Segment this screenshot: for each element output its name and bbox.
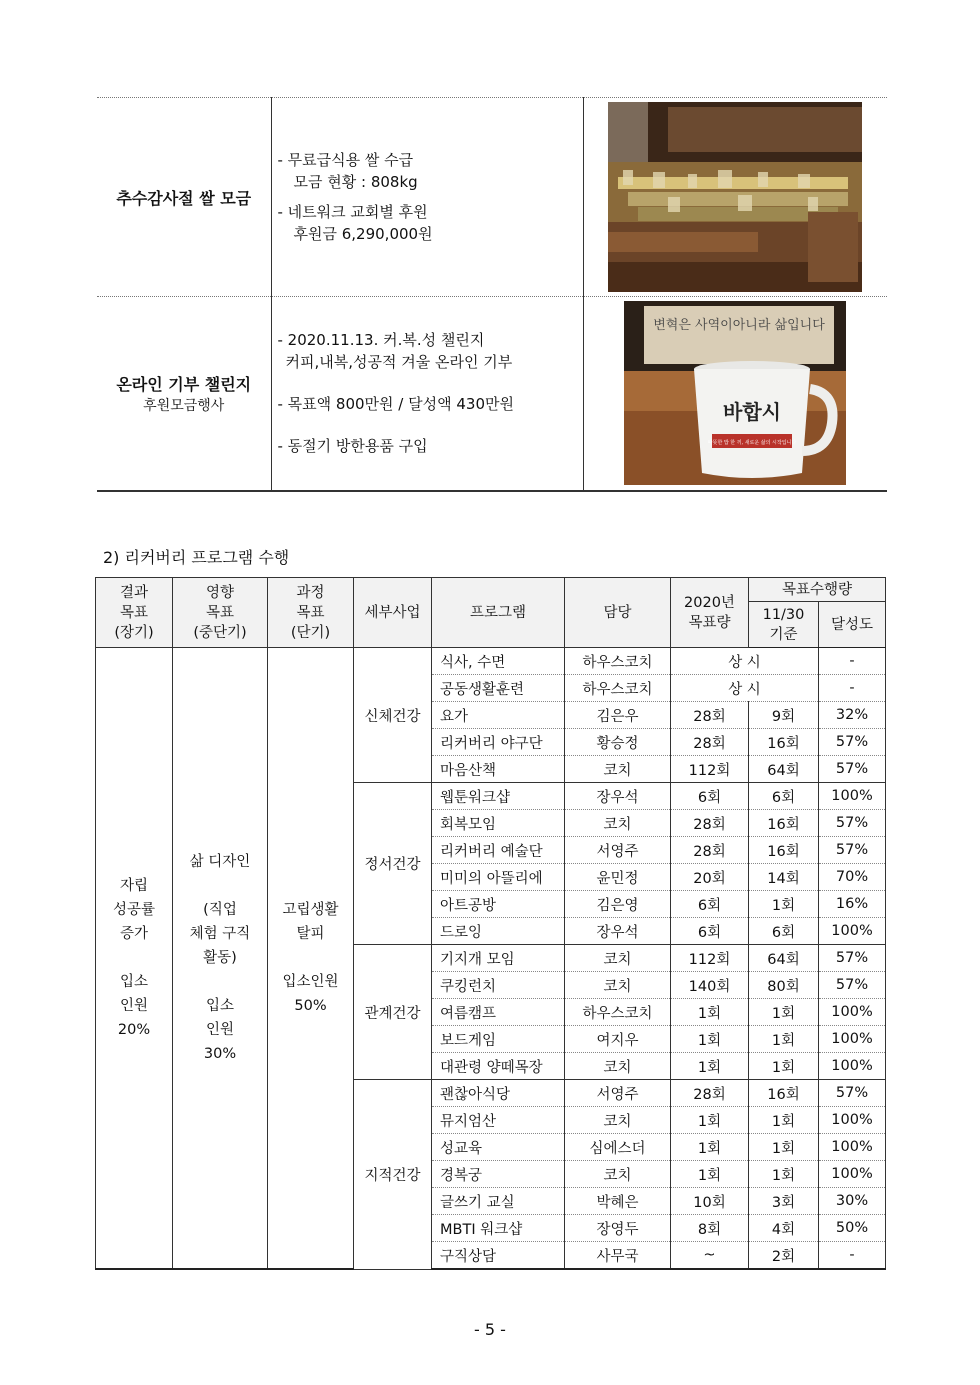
achievement-rate: 100% [819, 999, 886, 1026]
current-amount: 1회 [749, 1161, 819, 1188]
target-amount: 112회 [671, 756, 749, 783]
program-name: 대관령 양떼목장 [432, 1053, 565, 1080]
manager: 박혜은 [565, 1188, 671, 1215]
current-amount: 2회 [749, 1242, 819, 1270]
current-amount: 6회 [749, 918, 819, 945]
manager: 서영주 [565, 1080, 671, 1107]
program-name: 보드게임 [432, 1026, 565, 1053]
event-details [271, 98, 583, 297]
achievement-rate: 57% [819, 729, 886, 756]
current-amount: 1회 [749, 1026, 819, 1053]
current-amount: 1회 [749, 1134, 819, 1161]
program-name: 경복궁 [432, 1161, 565, 1188]
target-amount: 20회 [671, 864, 749, 891]
sub-project-cell: 신체건강 [354, 648, 432, 783]
target-amount: 8회 [671, 1215, 749, 1242]
event-bullet: - 무료급식용 쌀 수급 모금 현황 : 808kg [277, 151, 418, 191]
program-name: 쿠킹런치 [432, 972, 565, 999]
event-bullet: - 네트워크 교회별 후원 후원금 6,290,000원 [277, 203, 433, 243]
manager: 김은우 [565, 702, 671, 729]
manager: 여지우 [565, 1026, 671, 1053]
target-amount: 28회 [671, 729, 749, 756]
program-name: 성교육 [432, 1134, 565, 1161]
current-amount: 6회 [749, 783, 819, 810]
program-name: 웹툰워크샵 [432, 783, 565, 810]
program-name: 리커버리 야구단 [432, 729, 565, 756]
mug-band-text: 따뜻한 밥 한 끼, 새로운 삶의 시작입니다 [708, 440, 797, 447]
current-amount: 16회 [749, 810, 819, 837]
current-amount: 9회 [749, 702, 819, 729]
current-amount: 64회 [749, 756, 819, 783]
achievement-rate: 100% [819, 1053, 886, 1080]
current-amount: 64회 [749, 945, 819, 972]
target-amount: 10회 [671, 1188, 749, 1215]
result-goal-cell: 자립 성공률 증가 입소 인원 20% [96, 648, 173, 1270]
achievement-rate: 100% [819, 783, 886, 810]
impact-goal-cell: 삶 디자인 (직업 체험 구직 활동) 입소 인원 30% [173, 648, 268, 1270]
header-manager: 담당 [565, 578, 671, 648]
manager: 코치 [565, 1107, 671, 1134]
manager: 코치 [565, 1161, 671, 1188]
program-rows [96, 648, 886, 1270]
program-name: 식사, 수면 [432, 648, 565, 675]
header-sub-project: 세부사업 [354, 578, 432, 648]
recovery-program-table [95, 577, 886, 1270]
achievement-rate: 70% [819, 864, 886, 891]
events-table [97, 97, 887, 492]
achievement-rate: 100% [819, 1026, 886, 1053]
program-name: 기지개 모임 [432, 945, 565, 972]
program-name: 공동생활훈련 [432, 675, 565, 702]
event-row [97, 297, 887, 491]
event-row [97, 98, 887, 297]
target-amount: 28회 [671, 1080, 749, 1107]
manager: 코치 [565, 1053, 671, 1080]
manager: 코치 [565, 945, 671, 972]
table-row [96, 648, 886, 675]
manager: 심에스더 [565, 1134, 671, 1161]
achievement-rate: 57% [819, 945, 886, 972]
mug-logo: 바합시 [723, 400, 782, 425]
achievement-rate: 57% [819, 837, 886, 864]
target-amount: 6회 [671, 918, 749, 945]
program-name: 뮤지엄산 [432, 1107, 565, 1134]
target-amount: ~ [671, 1242, 749, 1270]
target-amount: 112회 [671, 945, 749, 972]
achievement-rate: 100% [819, 918, 886, 945]
manager: 장우석 [565, 918, 671, 945]
program-name: 드로잉 [432, 918, 565, 945]
program-name: 미미의 아뜰리에 [432, 864, 565, 891]
target-amount: 1회 [671, 1134, 749, 1161]
target-amount: 상 시 [671, 675, 819, 702]
achievement-rate: - [819, 1242, 886, 1270]
target-amount: 1회 [671, 999, 749, 1026]
event-subtitle: 후원모금행사 [143, 397, 225, 414]
header-as-of: 11/30 기준 [749, 602, 819, 648]
sign-text: 변혁은 사역이아니라 삶입니다 [653, 318, 826, 334]
achievement-rate: - [819, 648, 886, 675]
event-title: 추수감사절 쌀 모금 [116, 188, 252, 208]
event-title-cell [97, 297, 271, 491]
header-program: 프로그램 [432, 578, 565, 648]
current-amount: 80회 [749, 972, 819, 999]
target-amount: 6회 [671, 891, 749, 918]
mug-photo [624, 301, 846, 485]
program-name: MBTI 워크샵 [432, 1215, 565, 1242]
page-number: - 5 - [474, 1320, 506, 1339]
achievement-rate: 100% [819, 1134, 886, 1161]
event-photo-cell [583, 297, 887, 491]
header-rate: 달성도 [819, 602, 886, 648]
manager: 장우석 [565, 783, 671, 810]
event-title-cell [97, 98, 271, 297]
manager: 코치 [565, 756, 671, 783]
program-name: 리커버리 예술단 [432, 837, 565, 864]
current-amount: 4회 [749, 1215, 819, 1242]
program-name: 회복모임 [432, 810, 565, 837]
achievement-rate: 50% [819, 1215, 886, 1242]
program-name: 여름캠프 [432, 999, 565, 1026]
target-amount: 6회 [671, 783, 749, 810]
sub-project-cell: 지적건강 [354, 1080, 432, 1270]
target-amount: 1회 [671, 1107, 749, 1134]
header-target: 2020년 목표량 [671, 578, 749, 648]
manager: 윤민정 [565, 864, 671, 891]
manager: 하우스코치 [565, 648, 671, 675]
event-bullet: - 목표액 800만원 / 달성액 430만원 [277, 395, 514, 414]
achievement-rate: 57% [819, 756, 886, 783]
current-amount: 1회 [749, 891, 819, 918]
program-name: 마음산책 [432, 756, 565, 783]
current-amount: 1회 [749, 999, 819, 1026]
rice-donation-photo [608, 102, 862, 292]
event-bullet: - 동절기 방한용품 구입 [277, 437, 428, 456]
target-amount: 28회 [671, 810, 749, 837]
process-goal-cell: 고립생활 탈피 입소인원 50% [268, 648, 354, 1270]
event-title: 온라인 기부 챌린지 [116, 374, 252, 394]
target-amount: 1회 [671, 1161, 749, 1188]
target-amount: 상 시 [671, 648, 819, 675]
header-result-goal: 결과 목표 (장기) [96, 578, 173, 648]
current-amount: 16회 [749, 729, 819, 756]
current-amount: 1회 [749, 1107, 819, 1134]
achievement-rate: 100% [819, 1161, 886, 1188]
sub-project-cell: 정서건강 [354, 783, 432, 945]
target-amount: 1회 [671, 1053, 749, 1080]
achievement-rate: - [819, 675, 886, 702]
target-amount: 140회 [671, 972, 749, 999]
manager: 사무국 [565, 1242, 671, 1270]
achievement-rate: 57% [819, 810, 886, 837]
current-amount: 14회 [749, 864, 819, 891]
program-name: 요가 [432, 702, 565, 729]
manager: 하우스코치 [565, 999, 671, 1026]
target-amount: 1회 [671, 1026, 749, 1053]
program-name: 괜찮아식당 [432, 1080, 565, 1107]
achievement-rate: 57% [819, 972, 886, 999]
header-impact-goal: 영향 목표 (중단기) [173, 578, 268, 648]
header-performance: 목표수행량 [749, 578, 886, 602]
target-amount: 28회 [671, 702, 749, 729]
program-name: 구직상담 [432, 1242, 565, 1270]
manager: 서영주 [565, 837, 671, 864]
event-bullet: - 2020.11.13. 커.복.성 챌린지 커피,내복,성공적 겨울 온라인 기부 [277, 331, 513, 372]
achievement-rate: 100% [819, 1107, 886, 1134]
achievement-rate: 32% [819, 702, 886, 729]
manager: 장영두 [565, 1215, 671, 1242]
header-process-goal: 과정 목표 (단기) [268, 578, 354, 648]
program-name: 아트공방 [432, 891, 565, 918]
sub-project-cell: 관계건강 [354, 945, 432, 1080]
program-name: 글쓰기 교실 [432, 1188, 565, 1215]
manager: 황승정 [565, 729, 671, 756]
event-photo-cell [583, 98, 887, 297]
manager: 코치 [565, 810, 671, 837]
current-amount: 3회 [749, 1188, 819, 1215]
achievement-rate: 30% [819, 1188, 886, 1215]
current-amount: 16회 [749, 837, 819, 864]
section-title: 2) 리커버리 프로그램 수행 [103, 548, 290, 567]
manager: 김은영 [565, 891, 671, 918]
manager: 코치 [565, 972, 671, 999]
event-details [271, 297, 583, 491]
current-amount: 1회 [749, 1053, 819, 1080]
current-amount: 16회 [749, 1080, 819, 1107]
manager: 하우스코치 [565, 675, 671, 702]
achievement-rate: 57% [819, 1080, 886, 1107]
target-amount: 28회 [671, 837, 749, 864]
achievement-rate: 16% [819, 891, 886, 918]
